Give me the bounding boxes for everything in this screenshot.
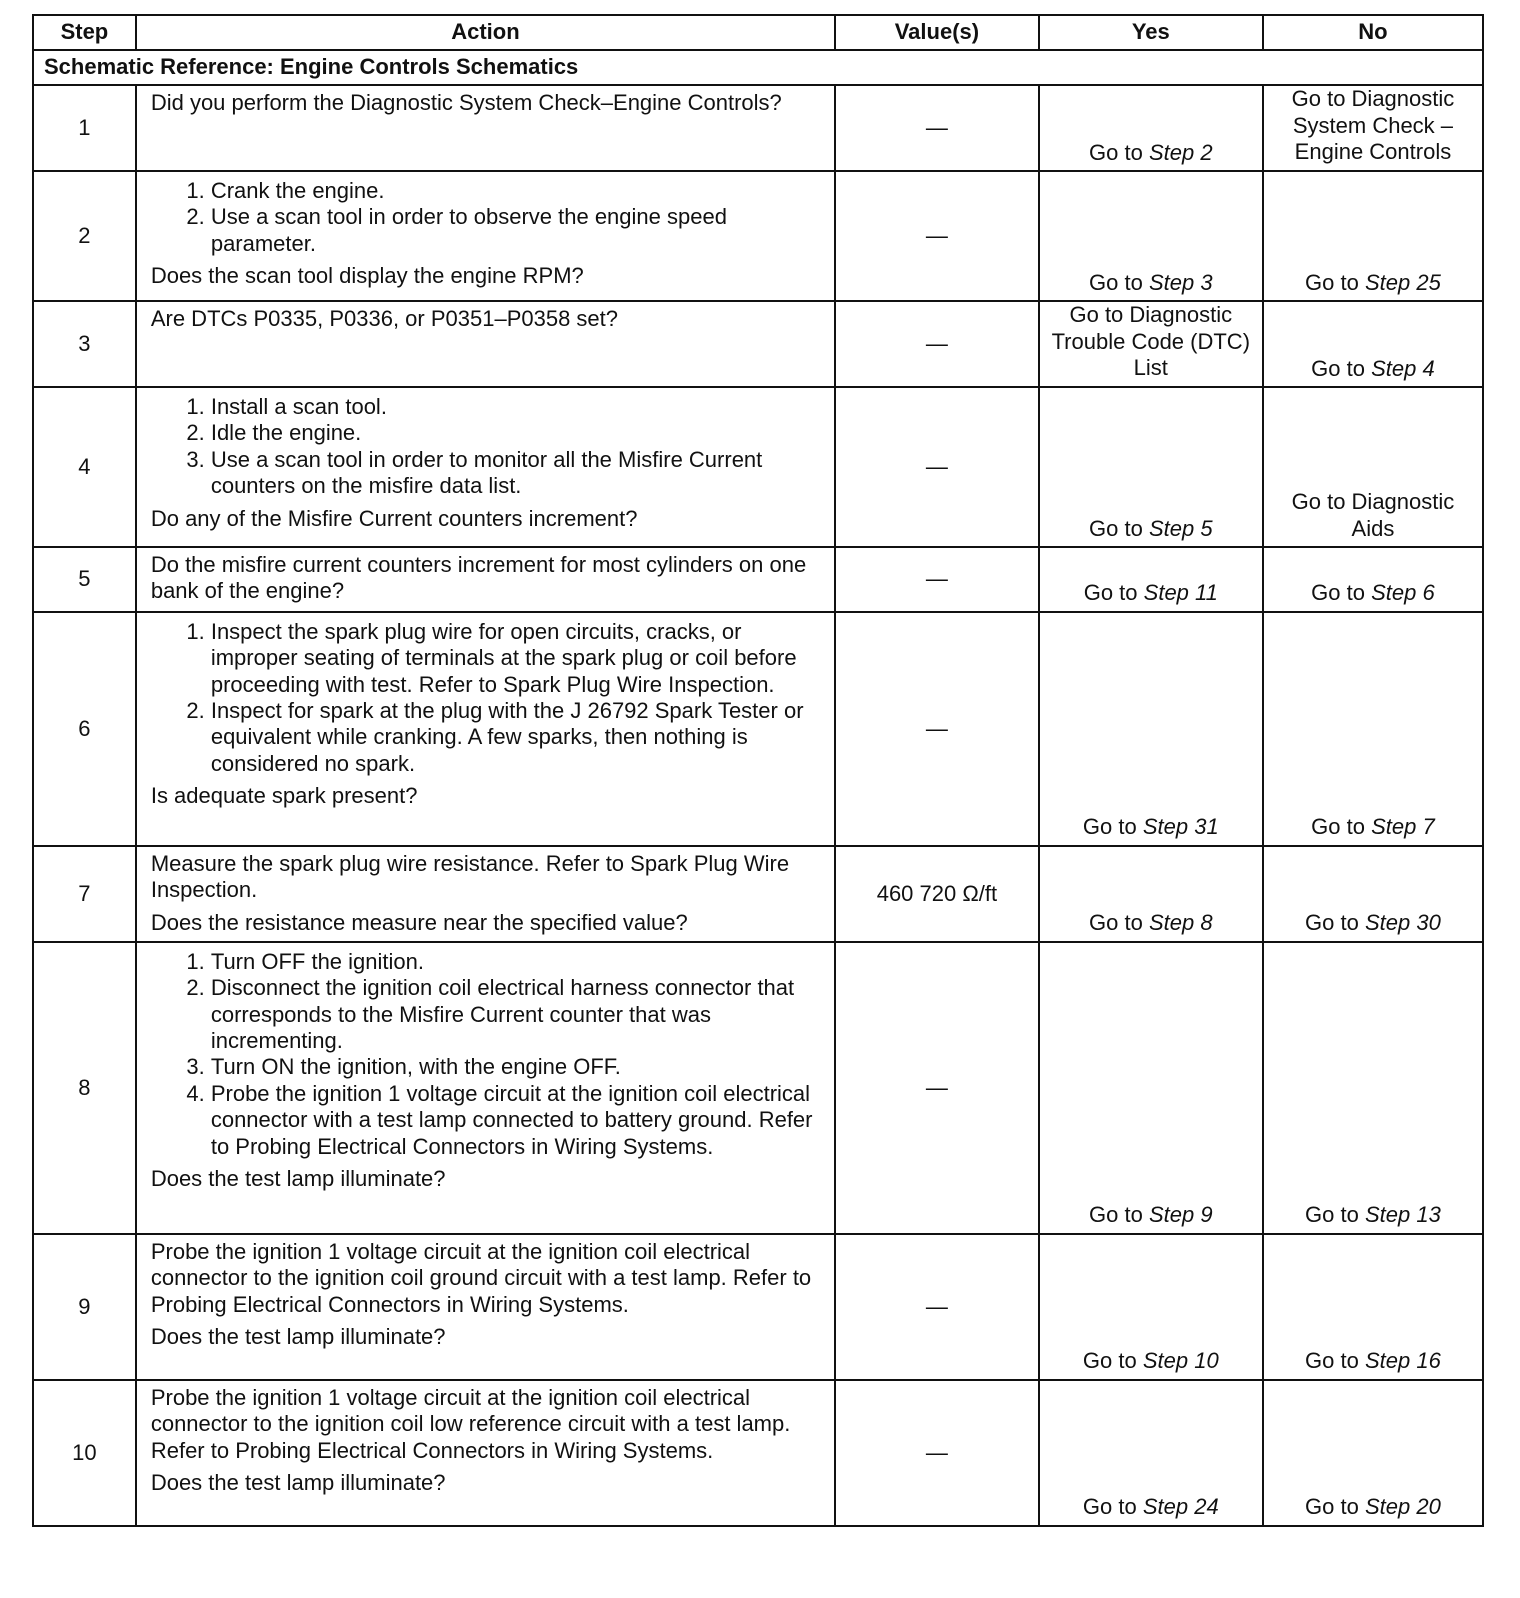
no-cell bbox=[1263, 1234, 1483, 1380]
step-link: Step 9 bbox=[1148, 1202, 1213, 1228]
step-link: Step 31 bbox=[1142, 814, 1219, 840]
header-step: Step bbox=[33, 15, 136, 50]
no-cell bbox=[1263, 612, 1483, 846]
value-cell: — bbox=[835, 85, 1039, 171]
table-row bbox=[33, 387, 1483, 547]
action-list-item: 2. Inspect for spark at the plug with the J 26792 Spark Tester or equivalent while cranking. A few sparks, then nothing is considered no spark. bbox=[211, 698, 820, 777]
value-cell: — bbox=[835, 171, 1039, 301]
go-to-label: Go to bbox=[1311, 355, 1365, 381]
header-action: Action bbox=[136, 15, 835, 50]
go-to-label: Go to bbox=[1311, 814, 1365, 840]
go-to-label: Go to bbox=[1082, 1348, 1137, 1374]
table-body bbox=[33, 50, 1483, 1526]
action-cell bbox=[136, 301, 835, 387]
yes-cell bbox=[1039, 171, 1263, 301]
step-link: Step 24 bbox=[1142, 1494, 1219, 1520]
action-list-item: 2. Idle the engine. bbox=[211, 420, 820, 446]
outcome-text: Go to Diagnostic Aids bbox=[1291, 489, 1455, 541]
header-values: Value(s) bbox=[835, 15, 1039, 50]
no-cell bbox=[1263, 387, 1483, 547]
action-question: Is adequate spark present? bbox=[150, 783, 418, 809]
go-to-label: Go to bbox=[1089, 269, 1143, 295]
step-number: 2 bbox=[33, 171, 136, 301]
step-number: 5 bbox=[33, 547, 136, 612]
step-link: Step 4 bbox=[1371, 355, 1435, 381]
action-question: Does the resistance measure near the specified value? bbox=[150, 909, 688, 935]
step-link: Step 10 bbox=[1142, 1348, 1219, 1374]
schematic-reference: Schematic Reference: Engine Controls Schematics bbox=[33, 50, 1483, 85]
no-cell bbox=[1263, 85, 1483, 171]
value-cell: — bbox=[835, 1380, 1039, 1526]
action-list-item: 1. Inspect the spark plug wire for open circuits, cracks, or improper seating of terminals at the spark plug or coil before proceeding with test. Refer to Spark Plug Wire Inspection. bbox=[211, 619, 820, 698]
step-link: Step 25 bbox=[1364, 269, 1441, 295]
step-link: Step 5 bbox=[1148, 515, 1213, 541]
value-cell: — bbox=[835, 1234, 1039, 1380]
action-question: Does the scan tool display the engine RPM? bbox=[150, 263, 584, 289]
step-number: 1 bbox=[33, 85, 136, 171]
yes-cell bbox=[1039, 301, 1263, 387]
value-cell: 460 720 Ω/ft bbox=[835, 846, 1039, 942]
action-text: Probe the ignition 1 voltage circuit at the ignition coil electrical connector to the ignition coil ground circuit with a test lamp. Refer to Probing Electrical Connectors in Wiring Systems. bbox=[150, 1238, 812, 1317]
table-row bbox=[33, 1234, 1483, 1380]
step-link: Step 13 bbox=[1364, 1202, 1441, 1228]
no-cell bbox=[1263, 1380, 1483, 1526]
yes-cell bbox=[1039, 942, 1263, 1234]
table-row bbox=[33, 547, 1483, 612]
action-list-item: 2. Use a scan tool in order to observe the engine speed parameter. bbox=[211, 204, 820, 257]
value-cell: — bbox=[835, 612, 1039, 846]
no-cell bbox=[1263, 301, 1483, 387]
action-cell bbox=[136, 1234, 835, 1380]
value-cell: — bbox=[835, 301, 1039, 387]
step-number: 9 bbox=[33, 1234, 136, 1380]
action-cell bbox=[136, 846, 835, 942]
step-link: Step 20 bbox=[1364, 1494, 1441, 1520]
go-to-label: Go to bbox=[1305, 910, 1359, 936]
table-row bbox=[33, 942, 1483, 1234]
schematic-reference-row bbox=[33, 50, 1483, 85]
go-to-label: Go to bbox=[1305, 1348, 1359, 1374]
go-to-label: Go to bbox=[1089, 515, 1143, 541]
action-text: Probe the ignition 1 voltage circuit at the ignition coil electrical connector to the ignition coil low reference circuit with a test lamp. Refer to Probing Electrical Connectors in Wiring Systems. bbox=[150, 1384, 791, 1463]
diagnostic-table bbox=[32, 14, 1484, 1527]
yes-cell bbox=[1039, 85, 1263, 171]
table-row bbox=[33, 171, 1483, 301]
yes-cell bbox=[1039, 846, 1263, 942]
action-cell bbox=[136, 387, 835, 547]
action-question: Does the test lamp illuminate? bbox=[150, 1469, 446, 1495]
no-cell bbox=[1263, 171, 1483, 301]
table-row bbox=[33, 1380, 1483, 1526]
action-list bbox=[151, 949, 820, 1160]
outcome-text: Go to Diagnostic System Check – Engine Controls bbox=[1291, 86, 1455, 165]
table-row bbox=[33, 612, 1483, 846]
yes-cell bbox=[1039, 547, 1263, 612]
no-cell bbox=[1263, 846, 1483, 942]
go-to-label: Go to bbox=[1083, 580, 1138, 606]
action-text: Are DTCs P0335, P0336, or P0351–P0358 set? bbox=[150, 306, 619, 331]
action-list bbox=[151, 394, 820, 500]
header-yes: Yes bbox=[1039, 15, 1263, 50]
action-list-item: 2. Disconnect the ignition coil electrical harness connector that corresponds to the Misfire Current counter that was incrementing. bbox=[211, 975, 820, 1054]
go-to-label: Go to bbox=[1089, 1202, 1143, 1228]
header-row bbox=[33, 15, 1483, 50]
action-list bbox=[151, 619, 820, 777]
step-number: 7 bbox=[33, 846, 136, 942]
go-to-label: Go to bbox=[1305, 1202, 1359, 1228]
action-cell bbox=[136, 547, 835, 612]
action-cell bbox=[136, 612, 835, 846]
go-to-label: Go to bbox=[1082, 1494, 1137, 1520]
action-text: Do the misfire current counters increment for most cylinders on one bank of the engine? bbox=[150, 552, 807, 604]
step-link: Step 6 bbox=[1371, 580, 1435, 606]
action-question: Does the test lamp illuminate? bbox=[150, 1323, 446, 1349]
step-number: 10 bbox=[33, 1380, 136, 1526]
value-cell: — bbox=[835, 942, 1039, 1234]
step-link: Step 3 bbox=[1148, 269, 1213, 295]
action-cell bbox=[136, 171, 835, 301]
step-number: 3 bbox=[33, 301, 136, 387]
go-to-label: Go to bbox=[1082, 814, 1137, 840]
action-list-item: 1. Turn OFF the ignition. bbox=[211, 949, 820, 975]
step-link: Step 11 bbox=[1143, 580, 1218, 606]
step-number: 4 bbox=[33, 387, 136, 547]
yes-cell bbox=[1039, 612, 1263, 846]
step-number: 8 bbox=[33, 942, 136, 1234]
action-question: Does the test lamp illuminate? bbox=[150, 1165, 446, 1191]
action-list-item: 3. Turn ON the ignition, with the engine OFF. bbox=[211, 1054, 820, 1080]
value-cell: — bbox=[835, 387, 1039, 547]
header-no: No bbox=[1263, 15, 1483, 50]
yes-cell bbox=[1039, 1234, 1263, 1380]
action-cell bbox=[136, 1380, 835, 1526]
step-number: 6 bbox=[33, 612, 136, 846]
go-to-label: Go to bbox=[1311, 580, 1365, 606]
action-text: Measure the spark plug wire resistance. Refer to Spark Plug Wire Inspection. bbox=[150, 850, 790, 903]
action-list-item: 4. Probe the ignition 1 voltage circuit at the ignition coil electrical connector with a test lamp connected to battery ground. Refer to Probing Electrical Connectors in Wiring Systems. bbox=[211, 1081, 820, 1160]
action-list bbox=[151, 178, 820, 257]
table-row bbox=[33, 846, 1483, 942]
go-to-label: Go to bbox=[1305, 1494, 1359, 1520]
action-cell bbox=[136, 85, 835, 171]
action-question: Do any of the Misfire Current counters increment? bbox=[150, 505, 638, 531]
no-cell bbox=[1263, 547, 1483, 612]
go-to-label: Go to bbox=[1089, 139, 1143, 165]
action-text: Did you perform the Diagnostic System Check–Engine Controls? bbox=[150, 90, 782, 115]
yes-cell bbox=[1039, 387, 1263, 547]
no-cell bbox=[1263, 942, 1483, 1234]
action-list-item: 1. Install a scan tool. bbox=[211, 394, 820, 420]
step-link: Step 7 bbox=[1371, 814, 1435, 840]
step-link: Step 2 bbox=[1148, 139, 1213, 165]
action-list-item: 1. Crank the engine. bbox=[211, 178, 820, 204]
outcome-text: Go to Diagnostic Trouble Code (DTC) List bbox=[1051, 302, 1251, 381]
step-link: Step 8 bbox=[1148, 910, 1213, 936]
step-link: Step 30 bbox=[1364, 910, 1441, 936]
action-list-item: 3. Use a scan tool in order to monitor all the Misfire Current counters on the misfire data list. bbox=[211, 447, 820, 500]
yes-cell bbox=[1039, 1380, 1263, 1526]
step-link: Step 16 bbox=[1364, 1348, 1441, 1374]
table-row bbox=[33, 301, 1483, 387]
value-cell: — bbox=[835, 547, 1039, 612]
table-row bbox=[33, 85, 1483, 171]
go-to-label: Go to bbox=[1089, 910, 1143, 936]
action-cell bbox=[136, 942, 835, 1234]
go-to-label: Go to bbox=[1305, 269, 1359, 295]
